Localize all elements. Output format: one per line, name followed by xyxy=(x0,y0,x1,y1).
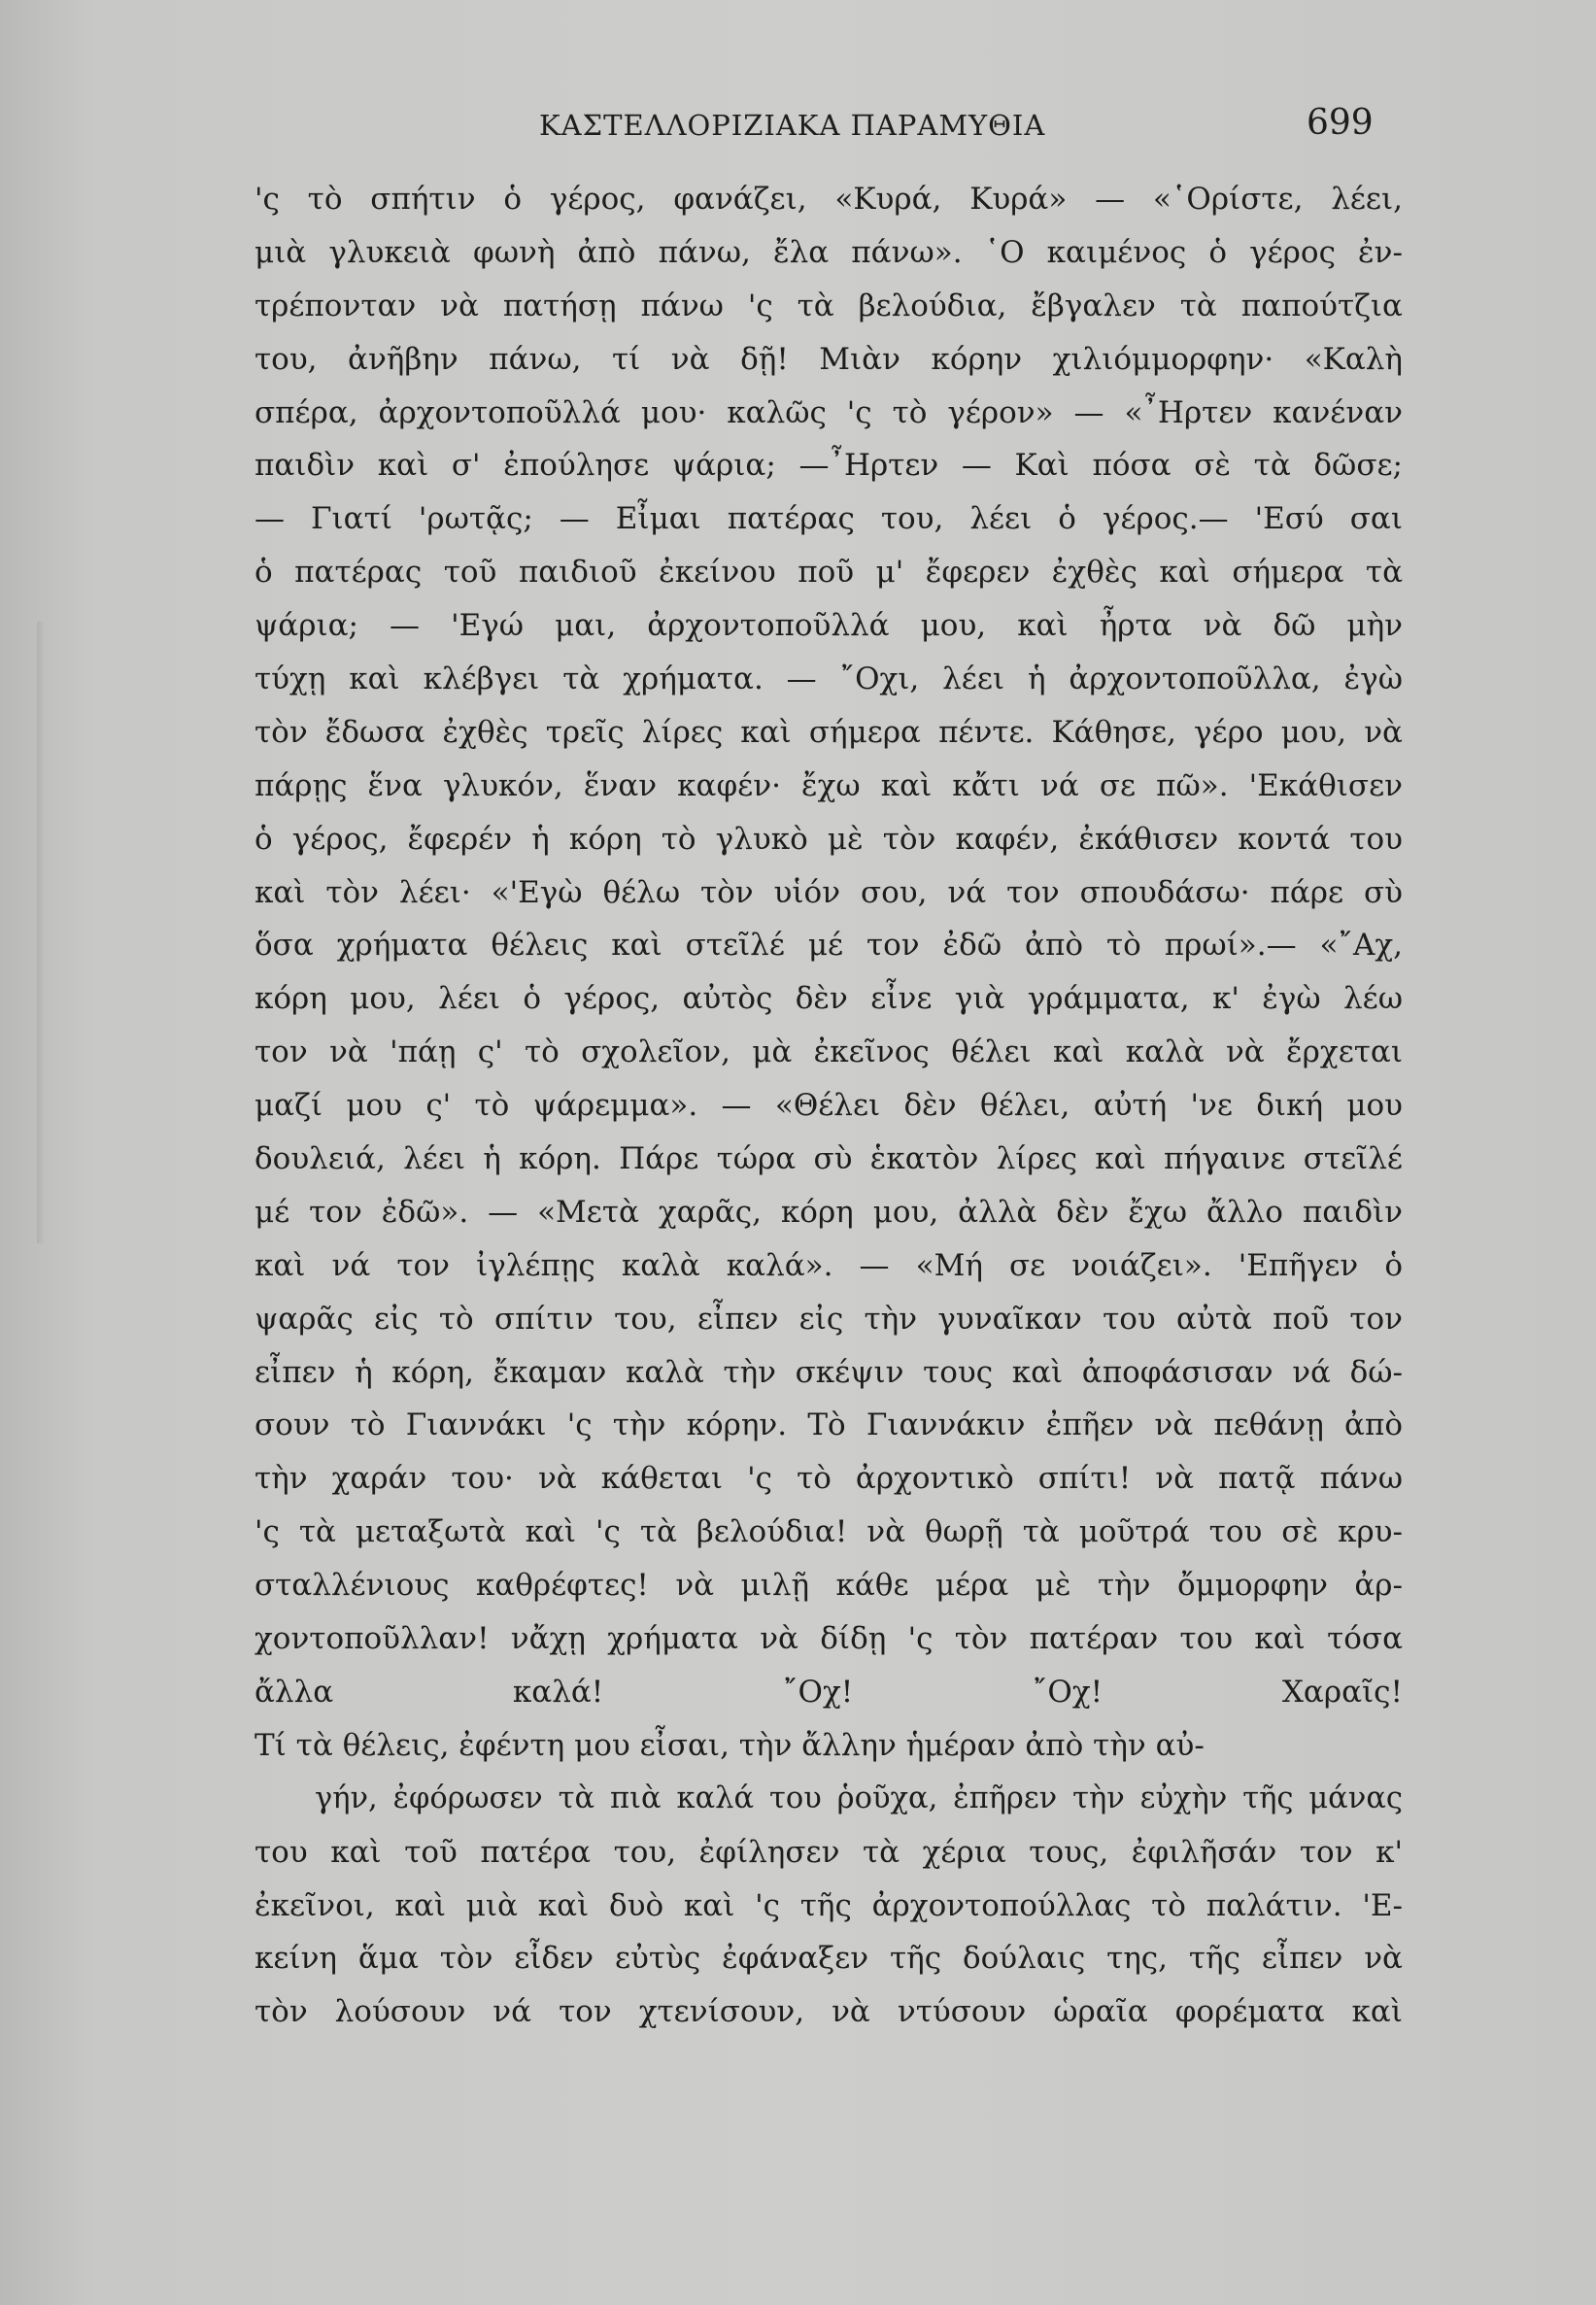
text-line: ὁ γέρος, ἔφερέν ἡ κόρη τὸ γλυκὸ μὲ τὸν καφέν, ἐκάθισεν κοντά του xyxy=(255,821,1403,857)
page-shadow xyxy=(37,622,47,1243)
text-line: ψαρᾶς εἰς τὸ σπίτιν του, εἶπεν εἰς τὴν γυναῖκαν του αὐτὰ ποῦ τον xyxy=(255,1301,1403,1337)
text-line xyxy=(255,2039,1403,2092)
text-line: κείνη ἅμα τὸν εἶδεν εὐτὺς ἐφάναξεν τῆς δούλαις της, τῆς εἶπεν νὰ xyxy=(255,1941,1403,1977)
page-header xyxy=(0,103,1596,148)
text-line: εἶπεν ἡ κόρη, ἔκαμαν καλὰ τὴν σκέψιν τους καὶ ἀποφάσισαν νά δώ- xyxy=(255,1354,1403,1390)
text-line: μιὰ γλυκειὰ φωνὴ ἀπὸ πάνω, ἔλα πάνω». ῾Ο καιμένος ὁ γέρος ἐν- xyxy=(255,234,1403,270)
text-line: ψάρια; — 'Εγώ μαι, ἀρχοντοποῦλλά μου, καὶ ἦρτα νὰ δῶ μὴν xyxy=(255,608,1403,644)
text-line: σπέρα, ἀρχοντοποῦλλά μου· καλῶς 'ς τὸ γέρον» — «῏Ηρτεν κανέναν xyxy=(255,394,1403,430)
text-line: τύχῃ καὶ κλέβγει τὰ χρήματα. — ῎Οχι, λέει ἡ ἀρχοντοποῦλλα, ἐγὼ xyxy=(255,661,1403,697)
page-number: 699 xyxy=(1307,103,1374,143)
text-line: του καὶ τοῦ πατέρα του, ἐφίλησεν τὰ χέρια τους, ἐφιλῆσάν τον κ' xyxy=(255,1834,1403,1870)
text-line: κόρη μου, λέει ὁ γέρος, αὐτὸς δὲν εἶνε γιὰ γράμματα, κ' ἐγὼ λέω xyxy=(255,981,1403,1017)
paragraph-end-line: Τί τὰ θέλεις, ἐφέντη μου εἶσαι, τὴν ἄλλην ἡμέραν ἀπὸ τὴν αὐ- xyxy=(255,1727,1205,1763)
text-line: σταλλένιους καθρέφτες! νὰ μιλῇ κάθε μέρα μὲ τὴν ὄμμορφην ἀρ- xyxy=(255,1568,1403,1604)
text-line: τὴν χαράν του· νὰ κάθεται 'ς τὸ ἀρχοντικὸ σπίτι! νὰ πατᾷ πάνω xyxy=(255,1461,1403,1497)
text-line: ὅσα χρήματα θέλεις καὶ στεῖλέ μέ τον ἐδῶ ἀπὸ τὸ πρωί».— «῎Αχ, xyxy=(255,928,1403,964)
text-line: ἐκεῖνοι, καὶ μιὰ καὶ δυὸ καὶ 'ς τῆς ἀρχοντοπούλλας τὸ παλάτιν. 'Ε- xyxy=(255,1887,1403,1923)
text-line: καὶ τὸν λέει· «'Εγὼ θέλω τὸν υἱόν σου, νά τον σπουδάσω· πάρε σὺ xyxy=(255,874,1403,910)
text-line: — Γιατί 'ρωτᾷς; — Εἶμαι πατέρας του, λέει ὁ γέρος.— 'Εσύ σαι xyxy=(255,501,1403,537)
text-line: καὶ νά τον ἰγλέπῃς καλὰ καλά». — «Μή σε νοιάζει». 'Επῆγεν ὁ xyxy=(255,1247,1403,1283)
text-line: ἄλλα καλά! ῎Οχ! ῎Οχ! Χαραῖς! xyxy=(255,1674,1403,1710)
text-line: σουν τὸ Γιαννάκι 'ς τὴν κόρην. Τὸ Γιαννάκιν ἐπῆεν νὰ πεθάνῃ ἀπὸ xyxy=(255,1407,1403,1443)
text-line: τον νὰ 'πάῃ ς' τὸ σχολεῖον, μὰ ἐκεῖνος θέλει καὶ καλὰ νὰ ἔρχεται xyxy=(255,1034,1403,1070)
text-line: ὁ πατέρας τοῦ παιδιοῦ ἐκείνου ποῦ μ' ἔφερεν ἐχθὲς καὶ σήμερα τὰ xyxy=(255,555,1403,591)
text-line: παιδὶν καὶ σ' ἐπούλησε ψάρια; —῏Ηρτεν — Καὶ πόσα σὲ τὰ δῶσε; xyxy=(255,448,1403,484)
text-line: δουλειά, λέει ἡ κόρη. Πάρε τώρα σὺ ἑκατὸν λίρες καὶ πήγαινε στεῖλέ xyxy=(255,1141,1403,1177)
text-line: τὸν λούσουν νά τον χτενίσουν, νὰ ντύσουν ὡραῖα φορέματα καὶ xyxy=(255,1994,1403,2030)
text-line: μαζί μου ς' τὸ ψάρεμμα». — «Θέλει δὲν θέλει, αὐτή 'νε δική μου xyxy=(255,1088,1403,1124)
text-line: τρέπονταν νὰ πατήσῃ πάνω 'ς τὰ βελούδια, ἔβγαλεν τὰ παπούτζια xyxy=(255,288,1403,323)
text-line: 'ς τὰ μεταξωτὰ καὶ 'ς τὰ βελούδια! νὰ θωρῇ τὰ μοῦτρά του σὲ κρυ- xyxy=(255,1514,1403,1550)
text-line: 'ς τὸ σπήτιν ὁ γέρος, φανάζει, «Κυρά, Κυρά» — «῾Ορίστε, λέει, xyxy=(255,182,1403,217)
text-line: τὸν ἔδωσα ἐχθὲς τρεῖς λίρες καὶ σήμερα πέντε. Κάθησε, γέρο μου, νὰ xyxy=(255,714,1403,750)
body-text xyxy=(255,173,1403,2092)
paragraph-start-line: γήν, ἐφόρωσεν τὰ πιὰ καλά του ῥοῦχα, ἐπῆρεν τὴν εὐχὴν τῆς μάνας xyxy=(315,1780,1403,1815)
text-line: μέ τον ἐδῶ». — «Μετὰ χαρᾶς, κόρη μου, ἀλλὰ δὲν ἔχω ἄλλο παιδὶν xyxy=(255,1194,1403,1230)
running-title: ΚΑΣΤΕΛΛΟΡΙΖΙΑΚΑ ΠΑΡΑΜΥΘΙΑ xyxy=(539,109,1046,142)
text-line: πάρῃς ἕνα γλυκόν, ἕναν καφέν· ἔχω καὶ κἄτι νά σε πῶ». 'Εκάθισεν xyxy=(255,767,1403,803)
text-line: χοντοποῦλλαν! νἄχῃ χρήματα νὰ δίδῃ 'ς τὸν πατέραν του καὶ τόσα xyxy=(255,1621,1403,1657)
text-line: του, ἀνῆβην πάνω, τί νὰ δῇ! Μιὰν κόρην χιλιόμμορφην· «Καλὴ xyxy=(255,341,1403,377)
